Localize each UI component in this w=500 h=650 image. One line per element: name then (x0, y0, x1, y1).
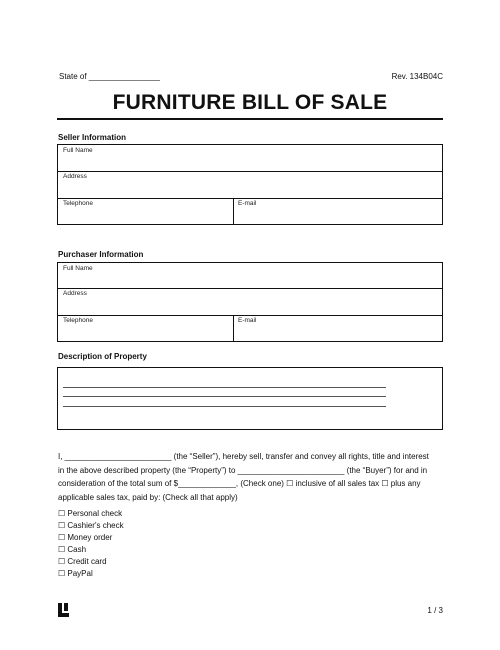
seller-info-box (57, 144, 443, 225)
purchaser-email-field[interactable]: E-mail (238, 317, 257, 324)
description-line-3 (63, 406, 386, 407)
sale-statement (58, 450, 458, 504)
purchaser-address-field[interactable]: Address (63, 290, 87, 297)
seller-telephone-field[interactable]: Telephone (63, 200, 93, 207)
payment-option-credit-card[interactable]: ☐ Credit card (58, 557, 107, 566)
page-number: 1 / 3 (427, 606, 443, 615)
description-box[interactable] (57, 367, 443, 430)
statement-line-4: applicable sales tax, paid by: (Check all that apply) (58, 492, 238, 502)
description-line-1 (63, 387, 386, 388)
payment-option-cash[interactable]: ☐ Cash (58, 545, 87, 554)
purchaser-full-name-field[interactable]: Full Name (63, 265, 93, 272)
state-field[interactable]: State of ________________ (59, 72, 160, 81)
document-title: FURNITURE BILL OF SALE (112, 91, 388, 114)
statement-line-3: consideration of the total sum of $_____________, (Check one) ☐ inclusive of all sales tax ☐ plus any (58, 479, 421, 488)
seller-address-field[interactable]: Address (63, 173, 87, 180)
payment-option-paypal[interactable]: ☐ PayPal (58, 569, 93, 578)
brand-logo-icon (58, 603, 71, 617)
seller-email-field[interactable]: E-mail (238, 200, 257, 207)
purchaser-telephone-field[interactable]: Telephone (63, 317, 93, 324)
description-section-title: Description of Property (58, 352, 147, 361)
statement-line-2: in the above described property (the “Property”) to ________________________ (the “Buyer”) for and in (58, 465, 428, 475)
seller-full-name-field[interactable]: Full Name (63, 147, 93, 154)
purchaser-divider-1 (58, 288, 442, 289)
payment-options-list (58, 508, 124, 580)
statement-line-1: I, ________________________ (the “Seller”), hereby sell, transfer and convey all rights, title and interest (58, 452, 429, 461)
revision-code: Rev. 134B04C (391, 72, 443, 81)
description-line-2 (63, 396, 386, 397)
purchaser-divider-2 (58, 315, 442, 316)
title-rule (57, 118, 443, 120)
purchaser-section-title: Purchaser Information (58, 250, 144, 259)
purchaser-divider-v (233, 315, 234, 341)
payment-option-cashiers-check[interactable]: ☐ Cashier's check (58, 521, 124, 530)
payment-option-money-order[interactable]: ☐ Money order (58, 533, 113, 542)
purchaser-info-box (57, 262, 443, 342)
seller-divider-1 (58, 171, 442, 172)
seller-divider-v (233, 198, 234, 224)
seller-divider-2 (58, 198, 442, 199)
payment-option-personal-check[interactable]: ☐ Personal check (58, 509, 123, 518)
seller-section-title: Seller Information (58, 133, 127, 142)
